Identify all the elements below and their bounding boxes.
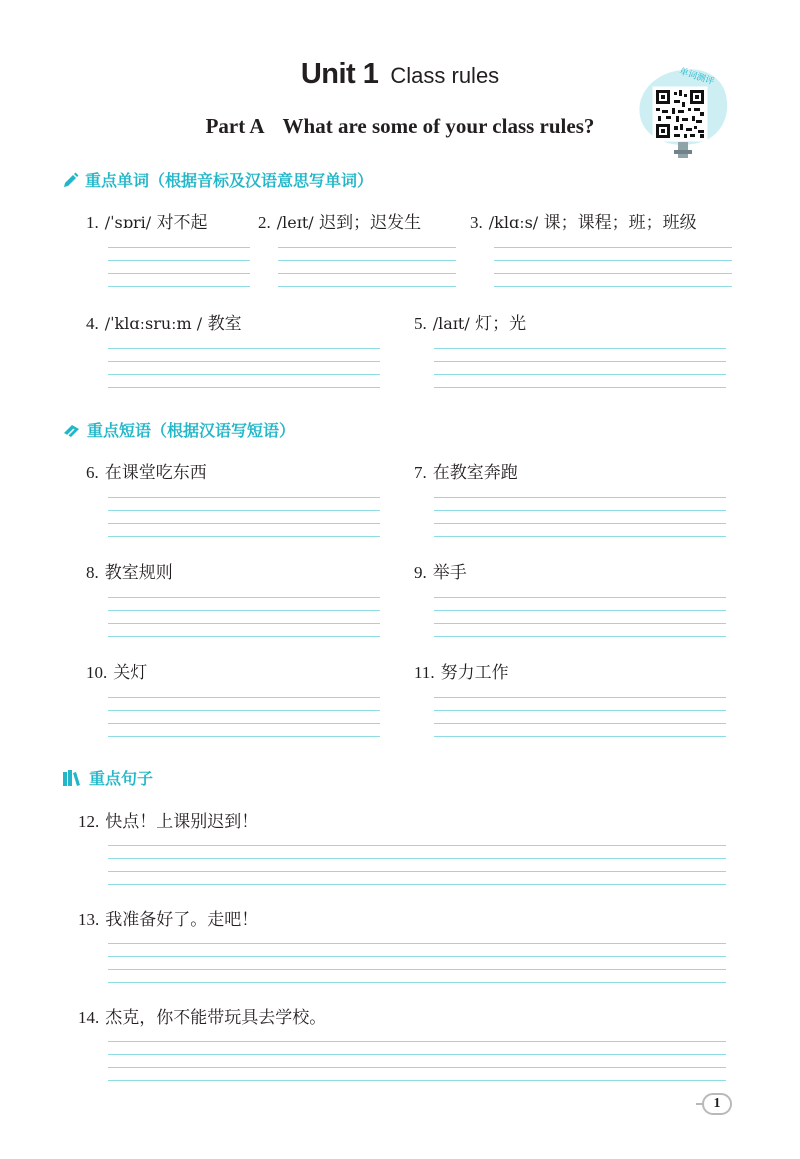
answer-lines-7[interactable] bbox=[434, 497, 726, 537]
sentence-item-14 bbox=[78, 1003, 326, 1028]
word-item-5 bbox=[414, 309, 526, 334]
item-text: 杰克，你不能带玩具去学校。 bbox=[105, 1008, 327, 1028]
sentences-section-heading bbox=[62, 766, 153, 789]
item-number: 13. bbox=[78, 910, 100, 929]
part-label: Part A bbox=[205, 114, 265, 138]
item-meaning: 灯；光 bbox=[475, 314, 527, 334]
item-text: 关灯 bbox=[113, 663, 148, 683]
item-text: 我准备好了。走吧！ bbox=[105, 910, 259, 930]
phrase-item-9 bbox=[414, 558, 467, 583]
item-number: 9. bbox=[414, 563, 427, 582]
qr-code-icon bbox=[634, 62, 732, 166]
answer-lines-4[interactable] bbox=[108, 348, 380, 388]
part-question: What are some of your class rules? bbox=[282, 114, 595, 138]
item-phonetic: /ˈsɒri/ bbox=[104, 213, 152, 232]
pencil-icon bbox=[62, 171, 80, 189]
item-number: 5. bbox=[414, 314, 427, 333]
item-number: 14. bbox=[78, 1008, 100, 1027]
words-heading-text: 重点单词（根据音标及汉语意思写单词） bbox=[85, 171, 374, 190]
sentence-item-13 bbox=[78, 905, 258, 930]
answer-lines-5[interactable] bbox=[434, 348, 726, 388]
item-text: 在教室奔跑 bbox=[432, 463, 518, 483]
item-number: 7. bbox=[414, 463, 427, 482]
word-item-3 bbox=[470, 208, 697, 233]
item-phonetic: /leɪt/ bbox=[276, 213, 314, 232]
books-icon bbox=[62, 769, 84, 787]
item-number: 3. bbox=[470, 213, 483, 232]
item-number: 8. bbox=[86, 563, 99, 582]
item-text: 快点！上课别迟到！ bbox=[105, 812, 259, 832]
answer-lines-1[interactable] bbox=[108, 247, 250, 287]
item-text: 举手 bbox=[432, 563, 467, 583]
item-text: 在课堂吃东西 bbox=[104, 463, 207, 483]
item-text: 教室规则 bbox=[104, 563, 173, 583]
sentences-heading-text: 重点句子 bbox=[89, 769, 154, 788]
page-number: 1 bbox=[702, 1093, 732, 1115]
item-number: 4. bbox=[86, 314, 99, 333]
word-item-1 bbox=[86, 208, 208, 233]
phrase-item-8 bbox=[86, 558, 173, 583]
sentence-item-12 bbox=[78, 807, 258, 832]
phrases-section-heading bbox=[62, 418, 295, 441]
answer-lines-10[interactable] bbox=[108, 697, 380, 737]
answer-lines-13[interactable] bbox=[108, 943, 726, 983]
item-meaning: 对不起 bbox=[156, 213, 208, 233]
item-phonetic: /ˈklɑːsruːm / bbox=[104, 314, 203, 333]
phrase-item-11 bbox=[414, 658, 509, 683]
item-number: 2. bbox=[258, 213, 271, 232]
answer-lines-2[interactable] bbox=[278, 247, 456, 287]
word-item-4 bbox=[86, 309, 242, 334]
eraser-icon bbox=[62, 421, 82, 439]
phrases-heading-text: 重点短语（根据汉语写短语） bbox=[87, 421, 296, 440]
unit-name: Class rules bbox=[390, 63, 500, 88]
item-meaning: 迟到；迟发生 bbox=[319, 213, 422, 233]
item-phonetic: /klɑːs/ bbox=[488, 213, 539, 232]
item-number: 6. bbox=[86, 463, 99, 482]
item-meaning: 教室 bbox=[207, 314, 242, 334]
unit-label: Unit 1 bbox=[300, 58, 379, 90]
answer-lines-9[interactable] bbox=[434, 597, 726, 637]
item-phonetic: /laɪt/ bbox=[432, 314, 470, 333]
item-number: 12. bbox=[78, 812, 100, 831]
phrase-item-7 bbox=[414, 458, 518, 483]
answer-lines-8[interactable] bbox=[108, 597, 380, 637]
answer-lines-12[interactable] bbox=[108, 845, 726, 885]
answer-lines-3[interactable] bbox=[494, 247, 732, 287]
answer-lines-6[interactable] bbox=[108, 497, 380, 537]
answer-lines-14[interactable] bbox=[108, 1041, 726, 1081]
answer-lines-11[interactable] bbox=[434, 697, 726, 737]
item-text: 努力工作 bbox=[440, 663, 509, 683]
item-number: 1. bbox=[86, 213, 99, 232]
item-meaning: 课；课程；班；班级 bbox=[543, 213, 697, 233]
qr-badge[interactable] bbox=[634, 62, 732, 166]
item-number: 11. bbox=[414, 663, 435, 682]
qr-caption: 单词测评 bbox=[677, 66, 716, 88]
item-number: 10. bbox=[86, 663, 108, 682]
word-item-2 bbox=[258, 208, 421, 233]
words-section-heading bbox=[62, 168, 373, 191]
phrase-item-10 bbox=[86, 658, 147, 683]
phrase-item-6 bbox=[86, 458, 207, 483]
